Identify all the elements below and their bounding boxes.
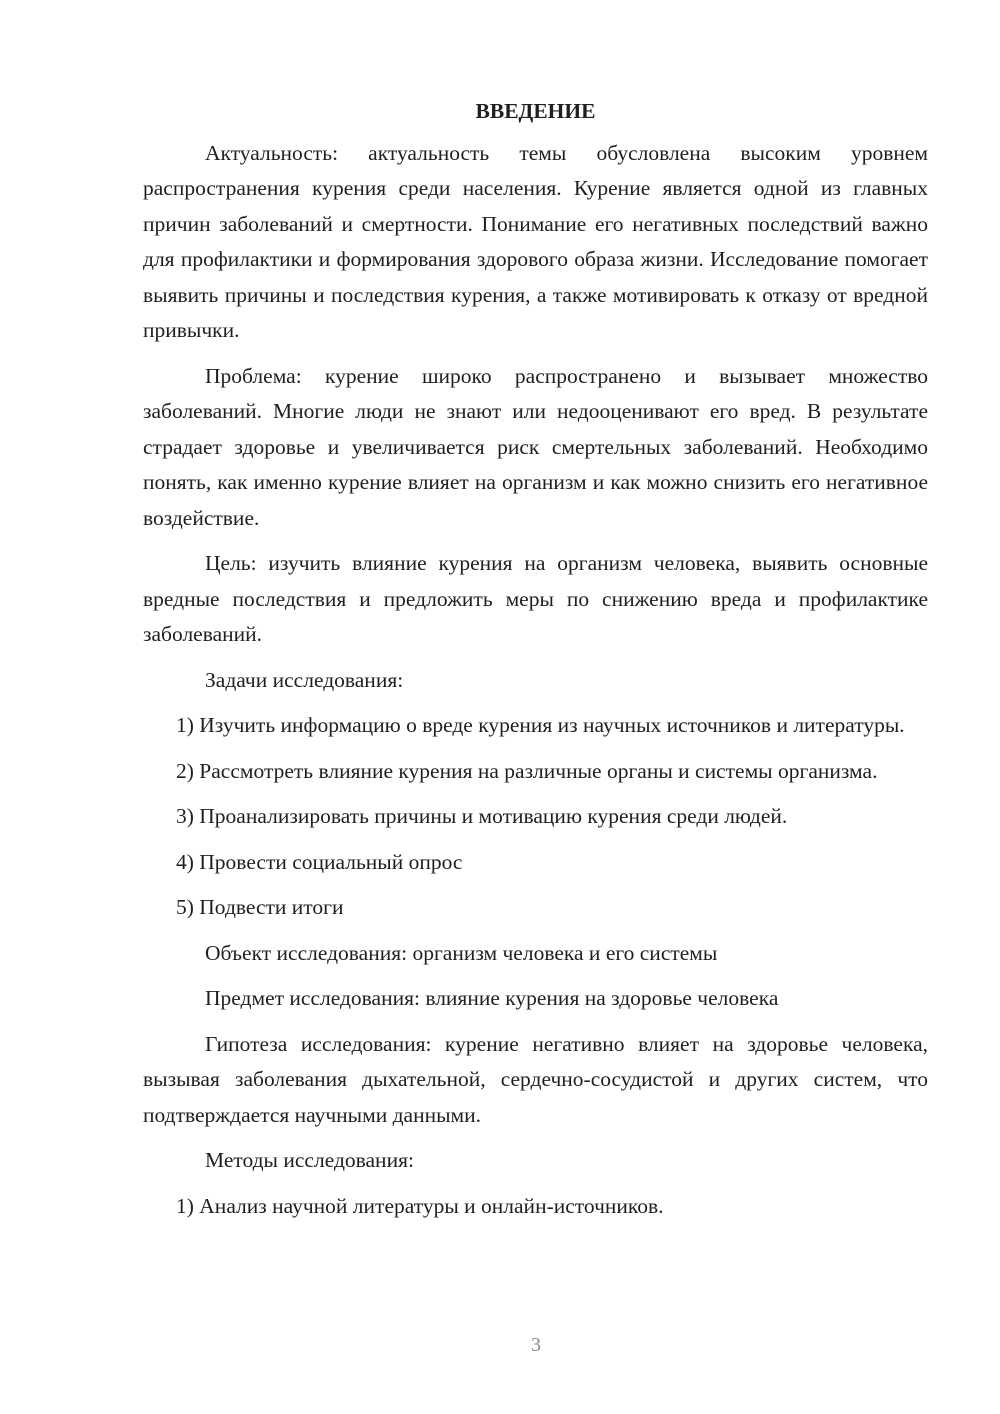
page-number: 3 bbox=[531, 1334, 541, 1356]
methods-title: Методы исследования: bbox=[205, 1148, 414, 1172]
relevance-paragraph: Актуальность: актуальность темы обусловлена высоким уровнем распространения курения среди населения. Курение является одной из главных причин заболеваний и смертности. Понимание его негативных последствий важно для профилактики и формирования здорового образа жизни. Исследование помогает выявить причины и последствия курения, а также мотивировать к отказу от вредной привычки. bbox=[143, 140, 928, 342]
object-paragraph: Объект исследования: организм человека и его системы bbox=[205, 940, 718, 965]
task-item-1: 1) Изучить информацию о вреде курения из научных источников и литературы. bbox=[176, 713, 905, 737]
document-body bbox=[143, 94, 928, 1234]
task-item-2: 2) Рассмотреть влияние курения на различные органы и системы организма. bbox=[176, 758, 878, 783]
hypothesis-paragraph: Гипотеза исследования: курение негативно влияет на здоровье человека, вызывая заболевания дыхательной, сердечно-сосудистой и других систем, что подтверждается научными данными. bbox=[143, 1031, 928, 1127]
subject-paragraph: Предмет исследования: влияние курения на здоровье человека bbox=[205, 986, 779, 1010]
method-item-1: 1) Анализ научной литературы и онлайн-источников. bbox=[176, 1193, 664, 1218]
task-item-3: 3) Проанализировать причины и мотивацию курения среди людей. bbox=[176, 804, 788, 828]
page-title: ВВЕДЕНИЕ bbox=[475, 99, 596, 123]
task-item-5: 5) Подвести итоги bbox=[176, 895, 344, 919]
goal-paragraph: Цель: изучить влияние курения на организм человека, выявить основные вредные последствия и предложить меры по снижению вреда и профилактике заболеваний. bbox=[143, 551, 928, 646]
problem-paragraph: Проблема: курение широко распространено и вызывает множество заболеваний. Многие люди не знают или недооценивают его вред. В результате страдает здоровье и увеличивается риск смертельных заболеваний. Необходимо понять, как именно курение влияет на организм и как можно снизить его негативное воздействие. bbox=[143, 363, 928, 530]
task-item-4: 4) Провести социальный опрос bbox=[176, 849, 463, 874]
tasks-title: Задачи исследования: bbox=[205, 667, 404, 692]
